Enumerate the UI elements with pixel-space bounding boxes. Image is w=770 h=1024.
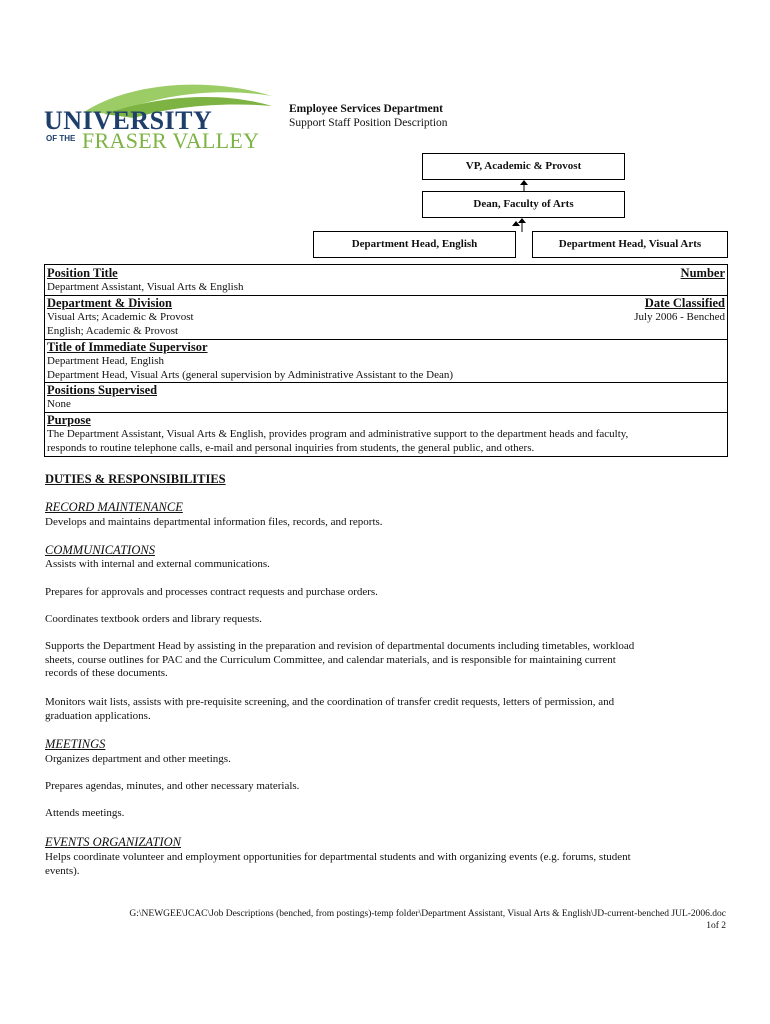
university-logo — [44, 84, 276, 156]
department-name: Employee Services Department — [289, 103, 443, 115]
org-box-head-visual-arts: Department Head, Visual Arts — [532, 231, 728, 258]
page-number: 1of 2 — [706, 921, 726, 931]
communications-p2: Prepares for approvals and processes contract requests and purchase orders. — [45, 586, 378, 598]
positions-supervised-value: None — [47, 398, 71, 410]
communications-p4-line2: sheets, course outlines for PAC and the Curriculum Committee, and calendar materials, and is responsible for maintaining current — [45, 654, 616, 666]
purpose-label: Purpose — [47, 413, 91, 427]
number-label: Number — [680, 266, 725, 280]
meetings-p2: Prepares agendas, minutes, and other necessary materials. — [45, 780, 300, 792]
supervisor-line1: Department Head, English — [47, 355, 164, 367]
dept-division-label: Department & Division — [47, 296, 172, 310]
communications-p1: Assists with internal and external communications. — [45, 558, 270, 570]
record-maintenance-title: RECORD MAINTENANCE — [45, 500, 183, 514]
communications-title: COMMUNICATIONS — [45, 543, 155, 557]
dept-division-line2: English; Academic & Provost — [47, 325, 179, 337]
supervisor-label: Title of Immediate Supervisor — [47, 340, 208, 354]
supervisor-line2: Department Head, Visual Arts (general supervision by Administrative Assistant to the Dean) — [47, 369, 454, 381]
positions-supervised-label: Positions Supervised — [47, 383, 158, 397]
org-box-head-english: Department Head, English — [313, 231, 516, 258]
communications-p4-line1: Supports the Department Head by assisting in the preparation and revision of departmental documents including timetables, workload — [45, 640, 635, 652]
page-footer — [129, 908, 726, 932]
file-path: G:\NEWGEE\JCAC\Job Descriptions (benched, from postings)-temp folder\Department Assistant, Visual Arts & English\JD-current-benched JUL-2006.doc — [129, 909, 726, 919]
meetings-p1: Organizes department and other meetings. — [45, 753, 231, 765]
events-p1-line2: events). — [45, 865, 80, 877]
dept-division-line1: Visual Arts; Academic & Provost — [47, 311, 194, 323]
duties-heading: DUTIES & RESPONSIBILITIES — [45, 472, 226, 486]
communications-p4-line3: records of these documents. — [45, 667, 168, 679]
meetings-title: MEETINGS — [45, 737, 106, 751]
logo-of-the-text: OF THE — [46, 134, 76, 143]
record-maintenance-text: Develops and maintains departmental information files, records, and reports. — [45, 516, 383, 528]
position-title-label: Position Title — [47, 266, 118, 280]
purpose-line1: The Department Assistant, Visual Arts & English, provides program and administrative support to the department heads and faculty, — [47, 428, 629, 440]
events-title: EVENTS ORGANIZATION — [45, 835, 181, 849]
communications-p5-line2: graduation applications. — [45, 710, 151, 722]
position-title-value: Department Assistant, Visual Arts & English — [47, 281, 244, 293]
arrow-connector-icon — [416, 218, 636, 232]
purpose-line2: responds to routine telephone calls, e-mail and personal inquiries from students, the general public, and others. — [47, 442, 535, 454]
communications-p3: Coordinates textbook orders and library requests. — [45, 613, 262, 625]
logo-university-text: UNIVERSITY — [44, 106, 213, 135]
meetings-p3: Attends meetings. — [45, 807, 125, 819]
date-classified-label: Date Classified — [644, 296, 725, 310]
document-header — [289, 102, 448, 130]
events-p1-line1: Helps coordinate volunteer and employment opportunities for departmental students and with organizing events (e.g. forums, student — [45, 851, 631, 863]
communications-p5-line1: Monitors wait lists, assists with pre-requisite screening, and the coordination of transfer credit requests, letters of permission, and — [45, 696, 615, 708]
date-classified-value: July 2006 - Benched — [634, 311, 725, 323]
org-box-dean: Dean, Faculty of Arts — [422, 191, 625, 218]
logo-fraser-valley-text: FRASER VALLEY — [82, 128, 260, 153]
document-title: Support Staff Position Description — [289, 117, 448, 129]
org-box-vp: VP, Academic & Provost — [422, 153, 625, 180]
